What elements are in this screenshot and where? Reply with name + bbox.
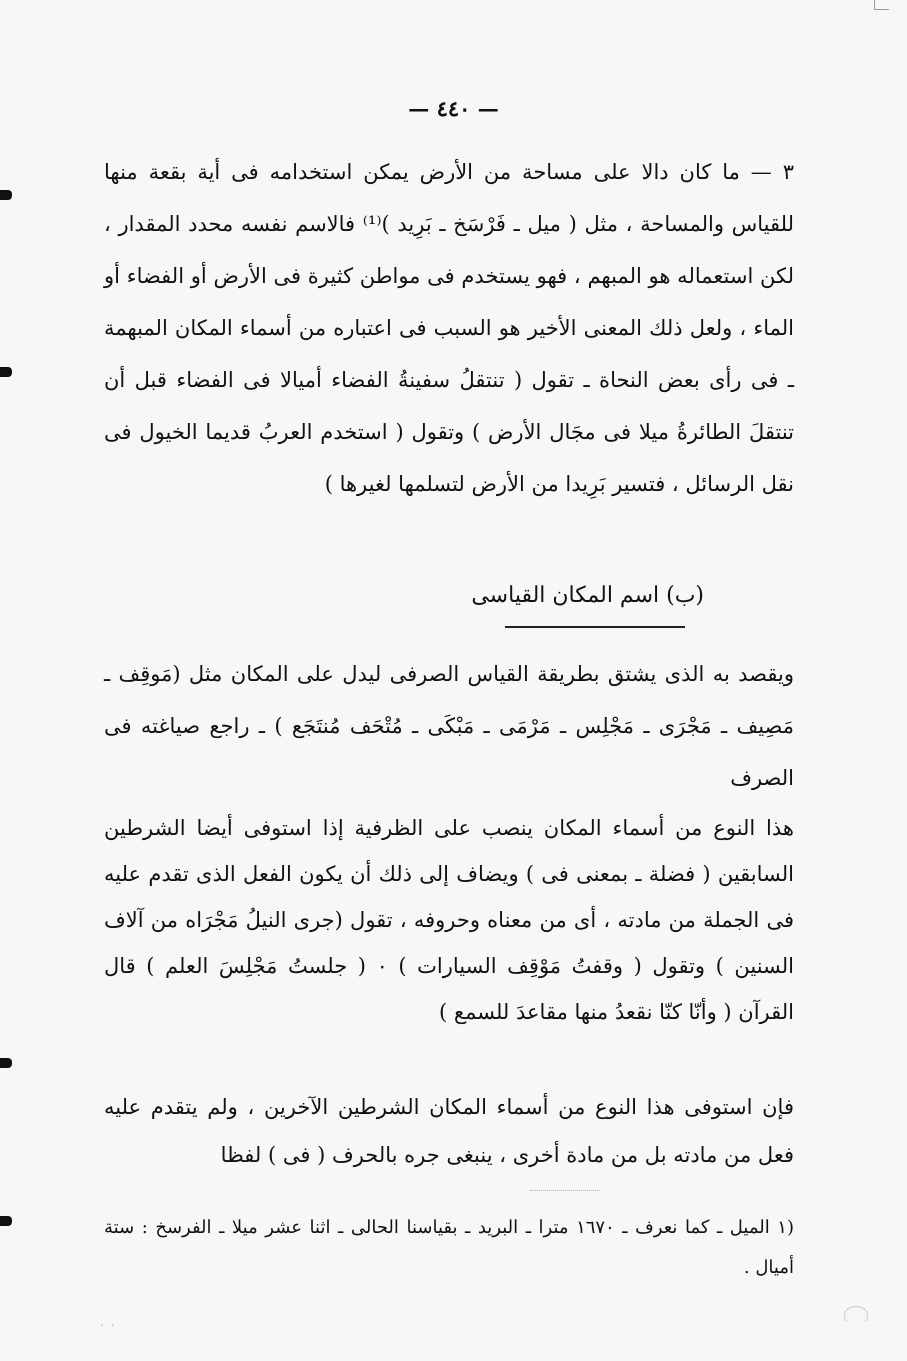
paragraph-text: هذا النوع من أسماء المكان ينصب على الظرفية إذا استوفى أيضا الشرطين السابقين ( فضلة ـ بمعنى فى ) ويضاف إلى ذلك أن يكون الفعل الذى تقدم عليه فى الجملة من مادته ، أى من معناه وحروفه ، تقول (جرى النيلُ مَجْرَاه من آلاف السنين ) وتقول ( وقفتُ مَوْقِف السيارات ) ٠ ( جلستُ مَجْلِسَ العلم ) قال القرآن ( وأنّا كنّا نقعدُ منها مقاعدَ للسمع ) xyxy=(104,816,794,1024)
corner-tick-mark xyxy=(874,0,889,10)
heading-underline xyxy=(505,626,685,628)
margin-mark xyxy=(0,1216,12,1226)
marginal-dots: . . xyxy=(100,1316,117,1329)
margin-mark xyxy=(0,190,12,200)
margin-mark xyxy=(0,367,12,377)
margin-mark xyxy=(0,1058,12,1068)
page-number: — ٤٤٠ — xyxy=(408,96,499,121)
section-heading: (ب) اسم المكان القياسى xyxy=(471,583,704,608)
corner-scribble-mark xyxy=(844,1306,868,1324)
footnote-separator xyxy=(530,1190,600,1191)
paragraph-text: فإن استوفى هذا النوع من أسماء المكان الشرطين الآخرين ، ولم يتقدم عليه فعل من مادته بل من مادة أخرى ، ينبغى جره بالحرف ( فى ) لفظا xyxy=(104,1095,794,1167)
paragraph-measurement-nouns xyxy=(104,146,794,510)
paragraph-text: ويقصد به الذى يشتق بطريقة القياس الصرفى ليدل على المكان مثل (مَوقِف ـ مَصِيف ـ مَجْرَى ـ مَجْلِس ـ مَرْمَى ـ مَبْكَى ـ مُتْحَف مُنتَجَع ) ـ راجع صياغته فى الصرف xyxy=(104,662,794,790)
paragraph-definition xyxy=(104,648,794,804)
paragraph-text: ٣ — ما كان دالا على مساحة من الأرض يمكن استخدامه فى أية بقعة منها للقياس والمساحة ، مثل ( ميل ـ فَرْسَخ ـ بَرِيد )⁽¹⁾ فالاسم نفسه محدد المقدار ، لكن استعماله هو المبهم ، فهو يستخدم فى مواطن كثيرة فى الأرض أو الفضاء أو الماء ، ولعل ذلك المعنى الأخير هو السبب فى اعتباره من أسماء المكان المبهمة ـ فى رأى بعض النحاة ـ تقول ( تنتقلُ سفينةُ الفضاء أميالا فى الفضاء قبل أن تنتقلَ الطائرةُ ميلا فى مجَال الأرض ) وتقول ( استخدم العربُ قديما الخيول فى نقل الرسائل ، فتسير بَرِيدا من الأرض لتسلمها لغيرها ) xyxy=(104,160,794,496)
footnote-text: (١ الميل ـ كما نعرف ـ ١٦٧٠ مترا ـ البريد ـ بقياسنا الحالى ـ اثنا عشر ميلا ـ الفرسخ : ستة أميال . xyxy=(104,1217,794,1278)
footnote xyxy=(104,1208,794,1288)
paragraph-preposition-rule xyxy=(104,1083,794,1179)
paragraph-adverbial-usage xyxy=(104,805,794,1035)
